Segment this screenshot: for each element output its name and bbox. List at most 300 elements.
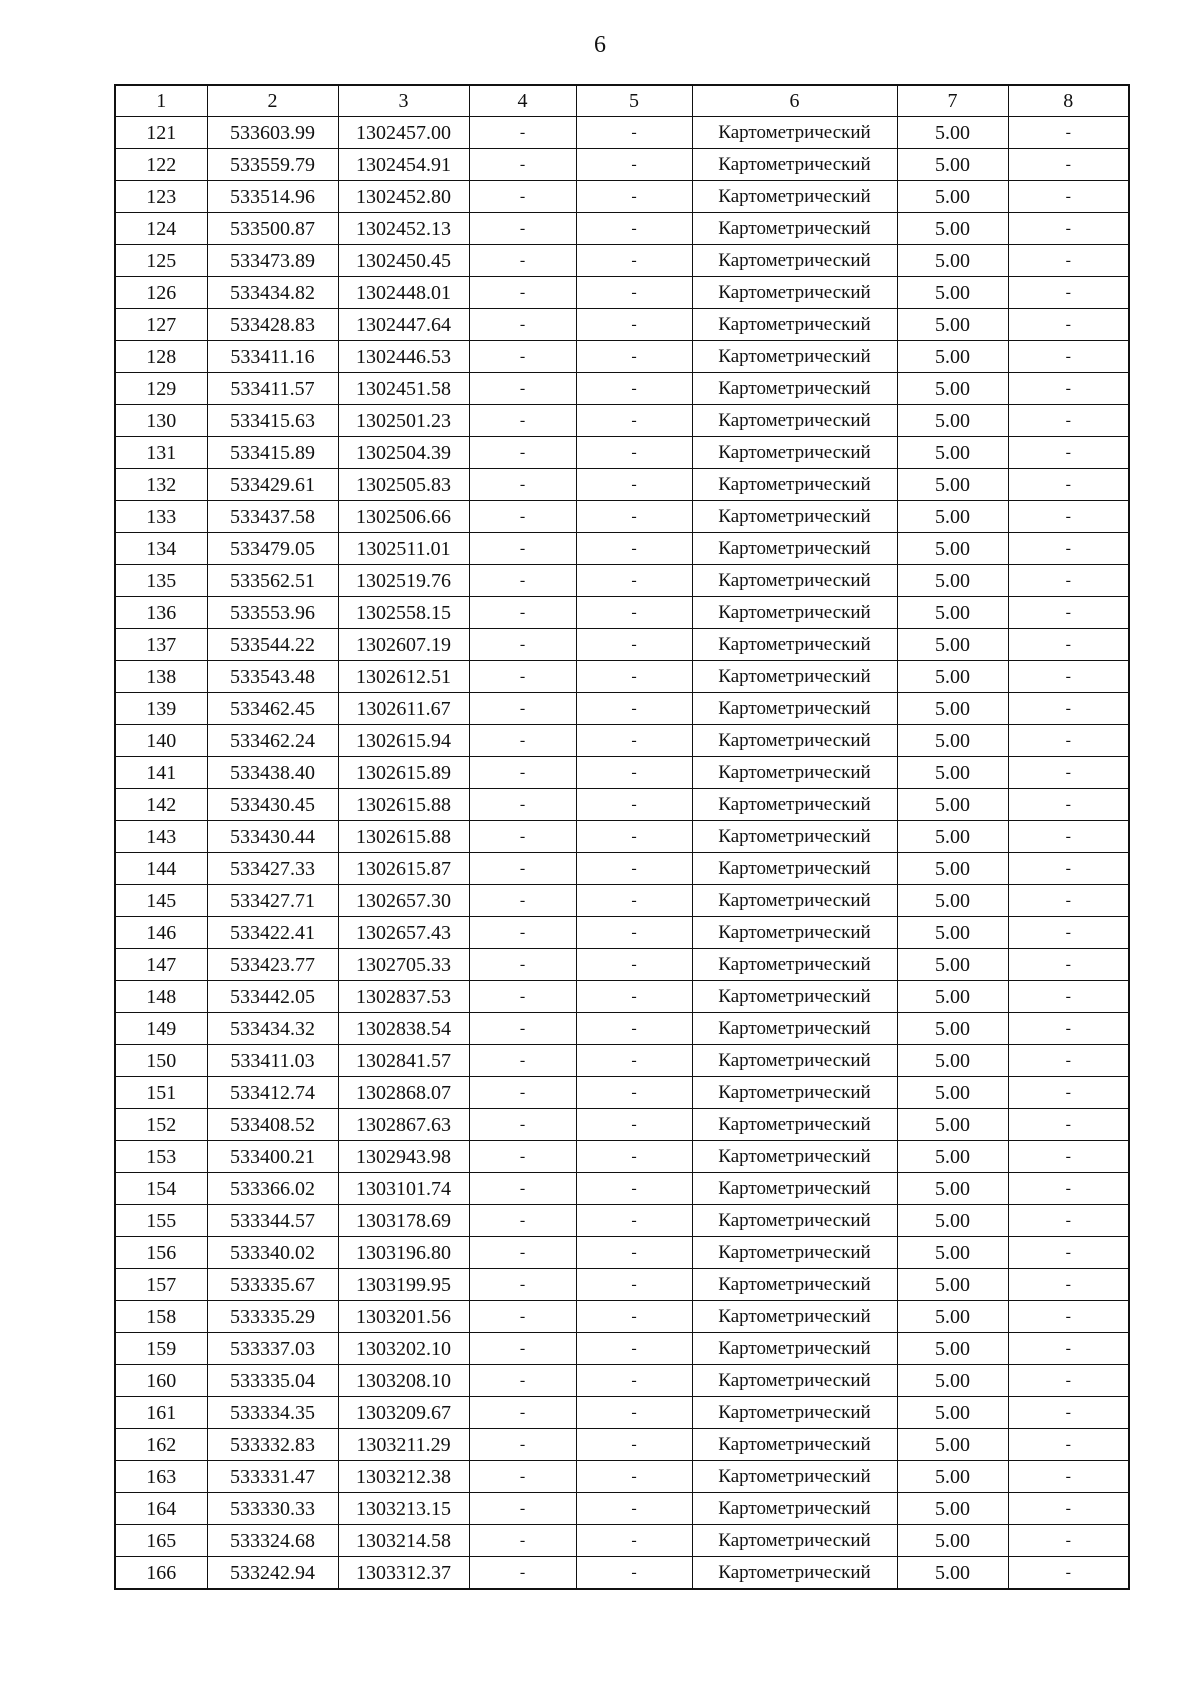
method-cell: Картометрический (692, 821, 897, 853)
y-coordinate-cell: 1303211.29 (338, 1429, 469, 1461)
accuracy-cell: 5.00 (897, 149, 1008, 181)
y-coordinate-cell: 1302446.53 (338, 341, 469, 373)
x-coordinate-cell: 533559.79 (207, 149, 338, 181)
x-coordinate-cell: 533334.35 (207, 1397, 338, 1429)
column-8-cell: - (1008, 949, 1129, 981)
column-5-cell: - (576, 725, 692, 757)
point-number-cell: 133 (115, 501, 207, 533)
column-4-cell: - (469, 1141, 576, 1173)
point-number-cell: 154 (115, 1173, 207, 1205)
accuracy-cell: 5.00 (897, 565, 1008, 597)
point-number-cell: 141 (115, 757, 207, 789)
x-coordinate-cell: 533500.87 (207, 213, 338, 245)
column-5-cell: - (576, 501, 692, 533)
point-number-cell: 138 (115, 661, 207, 693)
column-8-cell: - (1008, 1173, 1129, 1205)
point-number-cell: 147 (115, 949, 207, 981)
y-coordinate-cell: 1303213.15 (338, 1493, 469, 1525)
column-4-cell: - (469, 533, 576, 565)
x-coordinate-cell: 533428.83 (207, 309, 338, 341)
column-4-cell: - (469, 1173, 576, 1205)
column-4-cell: - (469, 1045, 576, 1077)
column-8-cell: - (1008, 917, 1129, 949)
column-8-cell: - (1008, 373, 1129, 405)
column-5-cell: - (576, 373, 692, 405)
accuracy-cell: 5.00 (897, 917, 1008, 949)
column-5-cell: - (576, 1205, 692, 1237)
point-number-cell: 155 (115, 1205, 207, 1237)
point-number-cell: 163 (115, 1461, 207, 1493)
y-coordinate-cell: 1303209.67 (338, 1397, 469, 1429)
accuracy-cell: 5.00 (897, 693, 1008, 725)
column-8-cell: - (1008, 885, 1129, 917)
column-4-cell: - (469, 1493, 576, 1525)
column-4-cell: - (469, 469, 576, 501)
x-coordinate-cell: 533434.82 (207, 277, 338, 309)
method-cell: Картометрический (692, 501, 897, 533)
column-8-cell: - (1008, 1269, 1129, 1301)
table-row (115, 917, 1129, 949)
point-number-cell: 121 (115, 117, 207, 149)
accuracy-cell: 5.00 (897, 373, 1008, 405)
accuracy-cell: 5.00 (897, 277, 1008, 309)
point-number-cell: 131 (115, 437, 207, 469)
column-5-cell: - (576, 1365, 692, 1397)
column-4-cell: - (469, 629, 576, 661)
y-coordinate-cell: 1302504.39 (338, 437, 469, 469)
column-5-cell: - (576, 1013, 692, 1045)
table-row (115, 277, 1129, 309)
y-coordinate-cell: 1303312.37 (338, 1557, 469, 1590)
y-coordinate-cell: 1302837.53 (338, 981, 469, 1013)
point-number-cell: 149 (115, 1013, 207, 1045)
column-8-cell: - (1008, 469, 1129, 501)
column-5-cell: - (576, 1557, 692, 1590)
column-8-cell: - (1008, 1429, 1129, 1461)
column-8-cell: - (1008, 149, 1129, 181)
column-4-cell: - (469, 1077, 576, 1109)
y-coordinate-cell: 1302501.23 (338, 405, 469, 437)
point-number-cell: 150 (115, 1045, 207, 1077)
table-row (115, 1237, 1129, 1269)
column-4-cell: - (469, 1333, 576, 1365)
column-8-cell: - (1008, 725, 1129, 757)
y-coordinate-cell: 1302452.80 (338, 181, 469, 213)
column-5-cell: - (576, 1045, 692, 1077)
accuracy-cell: 5.00 (897, 1141, 1008, 1173)
column-8-cell: - (1008, 341, 1129, 373)
point-number-cell: 153 (115, 1141, 207, 1173)
y-coordinate-cell: 1302457.00 (338, 117, 469, 149)
point-number-cell: 130 (115, 405, 207, 437)
accuracy-cell: 5.00 (897, 1365, 1008, 1397)
column-5-cell: - (576, 1077, 692, 1109)
column-4-cell: - (469, 149, 576, 181)
column-5-cell: - (576, 1333, 692, 1365)
column-8-cell: - (1008, 1109, 1129, 1141)
table-row (115, 1109, 1129, 1141)
y-coordinate-cell: 1302452.13 (338, 213, 469, 245)
table-row (115, 149, 1129, 181)
column-8-cell: - (1008, 181, 1129, 213)
column-4-cell: - (469, 405, 576, 437)
point-number-cell: 159 (115, 1333, 207, 1365)
table-row (115, 1333, 1129, 1365)
column-4-cell: - (469, 1557, 576, 1590)
table-row (115, 1269, 1129, 1301)
column-4-cell: - (469, 373, 576, 405)
table-row (115, 1077, 1129, 1109)
table-row (115, 405, 1129, 437)
table-row (115, 949, 1129, 981)
y-coordinate-cell: 1302657.43 (338, 917, 469, 949)
y-coordinate-cell: 1303178.69 (338, 1205, 469, 1237)
method-cell: Картометрический (692, 117, 897, 149)
method-cell: Картометрический (692, 245, 897, 277)
page-number: 6 (594, 32, 606, 58)
method-cell: Картометрический (692, 981, 897, 1013)
x-coordinate-cell: 533553.96 (207, 597, 338, 629)
table-row (115, 821, 1129, 853)
y-coordinate-cell: 1303208.10 (338, 1365, 469, 1397)
point-number-cell: 158 (115, 1301, 207, 1333)
column-4-cell: - (469, 501, 576, 533)
y-coordinate-cell: 1302511.01 (338, 533, 469, 565)
accuracy-cell: 5.00 (897, 1269, 1008, 1301)
x-coordinate-cell: 533442.05 (207, 981, 338, 1013)
method-cell: Картометрический (692, 1365, 897, 1397)
table-row (115, 1557, 1129, 1590)
y-coordinate-cell: 1302615.89 (338, 757, 469, 789)
point-number-cell: 127 (115, 309, 207, 341)
column-4-cell: - (469, 213, 576, 245)
y-coordinate-cell: 1303212.38 (338, 1461, 469, 1493)
column-5-cell: - (576, 181, 692, 213)
table-row (115, 757, 1129, 789)
table-row (115, 629, 1129, 661)
x-coordinate-cell: 533437.58 (207, 501, 338, 533)
column-8-cell: - (1008, 405, 1129, 437)
x-coordinate-cell: 533335.29 (207, 1301, 338, 1333)
column-8-cell: - (1008, 693, 1129, 725)
y-coordinate-cell: 1302705.33 (338, 949, 469, 981)
column-8-cell: - (1008, 629, 1129, 661)
method-cell: Картометрический (692, 629, 897, 661)
y-coordinate-cell: 1302607.19 (338, 629, 469, 661)
column-5-cell: - (576, 597, 692, 629)
x-coordinate-cell: 533438.40 (207, 757, 338, 789)
point-number-cell: 129 (115, 373, 207, 405)
point-number-cell: 160 (115, 1365, 207, 1397)
table-row (115, 341, 1129, 373)
column-header: 2 (207, 85, 338, 117)
point-number-cell: 128 (115, 341, 207, 373)
column-4-cell: - (469, 1429, 576, 1461)
y-coordinate-cell: 1303214.58 (338, 1525, 469, 1557)
accuracy-cell: 5.00 (897, 821, 1008, 853)
method-cell: Картометрический (692, 1429, 897, 1461)
method-cell: Картометрический (692, 917, 897, 949)
column-4-cell: - (469, 757, 576, 789)
table-row (115, 1397, 1129, 1429)
method-cell: Картометрический (692, 213, 897, 245)
table-row (115, 1013, 1129, 1045)
column-5-cell: - (576, 245, 692, 277)
point-number-cell: 157 (115, 1269, 207, 1301)
column-4-cell: - (469, 917, 576, 949)
column-8-cell: - (1008, 1557, 1129, 1590)
method-cell: Картометрический (692, 885, 897, 917)
point-number-cell: 135 (115, 565, 207, 597)
x-coordinate-cell: 533430.45 (207, 789, 338, 821)
column-4-cell: - (469, 181, 576, 213)
column-8-cell: - (1008, 757, 1129, 789)
y-coordinate-cell: 1302447.64 (338, 309, 469, 341)
column-4-cell: - (469, 821, 576, 853)
column-8-cell: - (1008, 1525, 1129, 1557)
point-number-cell: 161 (115, 1397, 207, 1429)
column-8-cell: - (1008, 789, 1129, 821)
column-5-cell: - (576, 437, 692, 469)
point-number-cell: 122 (115, 149, 207, 181)
method-cell: Картометрический (692, 469, 897, 501)
table-row (115, 565, 1129, 597)
x-coordinate-cell: 533366.02 (207, 1173, 338, 1205)
point-number-cell: 125 (115, 245, 207, 277)
column-4-cell: - (469, 1269, 576, 1301)
x-coordinate-cell: 533412.74 (207, 1077, 338, 1109)
y-coordinate-cell: 1302838.54 (338, 1013, 469, 1045)
method-cell: Картометрический (692, 437, 897, 469)
column-5-cell: - (576, 1109, 692, 1141)
column-4-cell: - (469, 949, 576, 981)
accuracy-cell: 5.00 (897, 949, 1008, 981)
y-coordinate-cell: 1302615.87 (338, 853, 469, 885)
column-5-cell: - (576, 1525, 692, 1557)
x-coordinate-cell: 533337.03 (207, 1333, 338, 1365)
table-row (115, 501, 1129, 533)
method-cell: Картометрический (692, 1525, 897, 1557)
column-header: 3 (338, 85, 469, 117)
x-coordinate-cell: 533330.33 (207, 1493, 338, 1525)
table-body (115, 117, 1129, 1590)
column-header: 1 (115, 85, 207, 117)
column-5-cell: - (576, 277, 692, 309)
x-coordinate-cell: 533324.68 (207, 1525, 338, 1557)
column-8-cell: - (1008, 1397, 1129, 1429)
method-cell: Картометрический (692, 565, 897, 597)
y-coordinate-cell: 1303202.10 (338, 1333, 469, 1365)
x-coordinate-cell: 533427.33 (207, 853, 338, 885)
point-number-cell: 142 (115, 789, 207, 821)
column-4-cell: - (469, 1301, 576, 1333)
accuracy-cell: 5.00 (897, 309, 1008, 341)
accuracy-cell: 5.00 (897, 437, 1008, 469)
column-8-cell: - (1008, 661, 1129, 693)
column-8-cell: - (1008, 565, 1129, 597)
column-4-cell: - (469, 885, 576, 917)
point-number-cell: 143 (115, 821, 207, 853)
x-coordinate-cell: 533415.63 (207, 405, 338, 437)
accuracy-cell: 5.00 (897, 1333, 1008, 1365)
accuracy-cell: 5.00 (897, 1397, 1008, 1429)
column-8-cell: - (1008, 1461, 1129, 1493)
accuracy-cell: 5.00 (897, 1077, 1008, 1109)
column-5-cell: - (576, 117, 692, 149)
accuracy-cell: 5.00 (897, 1525, 1008, 1557)
table-row (115, 1365, 1129, 1397)
point-number-cell: 162 (115, 1429, 207, 1461)
x-coordinate-cell: 533514.96 (207, 181, 338, 213)
table-row (115, 1141, 1129, 1173)
point-number-cell: 123 (115, 181, 207, 213)
point-number-cell: 134 (115, 533, 207, 565)
column-4-cell: - (469, 309, 576, 341)
column-8-cell: - (1008, 1045, 1129, 1077)
accuracy-cell: 5.00 (897, 245, 1008, 277)
x-coordinate-cell: 533242.94 (207, 1557, 338, 1590)
method-cell: Картометрический (692, 1397, 897, 1429)
accuracy-cell: 5.00 (897, 1237, 1008, 1269)
column-5-cell: - (576, 853, 692, 885)
column-4-cell: - (469, 693, 576, 725)
method-cell: Картометрический (692, 149, 897, 181)
point-number-cell: 146 (115, 917, 207, 949)
method-cell: Картометрический (692, 789, 897, 821)
method-cell: Картометрический (692, 309, 897, 341)
column-8-cell: - (1008, 597, 1129, 629)
y-coordinate-cell: 1302841.57 (338, 1045, 469, 1077)
column-8-cell: - (1008, 821, 1129, 853)
column-4-cell: - (469, 245, 576, 277)
column-8-cell: - (1008, 117, 1129, 149)
table-row (115, 693, 1129, 725)
column-8-cell: - (1008, 1493, 1129, 1525)
column-5-cell: - (576, 213, 692, 245)
point-number-cell: 124 (115, 213, 207, 245)
y-coordinate-cell: 1302454.91 (338, 149, 469, 181)
x-coordinate-cell: 533603.99 (207, 117, 338, 149)
table-row (115, 1173, 1129, 1205)
table-row (115, 661, 1129, 693)
column-5-cell: - (576, 789, 692, 821)
table-row (115, 981, 1129, 1013)
column-5-cell: - (576, 565, 692, 597)
method-cell: Картометрический (692, 1173, 897, 1205)
point-number-cell: 137 (115, 629, 207, 661)
column-8-cell: - (1008, 1013, 1129, 1045)
column-4-cell: - (469, 341, 576, 373)
column-8-cell: - (1008, 853, 1129, 885)
accuracy-cell: 5.00 (897, 1461, 1008, 1493)
accuracy-cell: 5.00 (897, 533, 1008, 565)
column-5-cell: - (576, 629, 692, 661)
column-5-cell: - (576, 533, 692, 565)
y-coordinate-cell: 1302867.63 (338, 1109, 469, 1141)
column-4-cell: - (469, 277, 576, 309)
column-8-cell: - (1008, 245, 1129, 277)
column-5-cell: - (576, 405, 692, 437)
x-coordinate-cell: 533543.48 (207, 661, 338, 693)
method-cell: Картометрический (692, 1141, 897, 1173)
x-coordinate-cell: 533411.03 (207, 1045, 338, 1077)
y-coordinate-cell: 1302451.58 (338, 373, 469, 405)
accuracy-cell: 5.00 (897, 1301, 1008, 1333)
accuracy-cell: 5.00 (897, 981, 1008, 1013)
method-cell: Картометрический (692, 597, 897, 629)
column-5-cell: - (576, 885, 692, 917)
column-header: 5 (576, 85, 692, 117)
column-5-cell: - (576, 1173, 692, 1205)
y-coordinate-cell: 1302505.83 (338, 469, 469, 501)
point-number-cell: 126 (115, 277, 207, 309)
accuracy-cell: 5.00 (897, 725, 1008, 757)
column-4-cell: - (469, 725, 576, 757)
y-coordinate-cell: 1302448.01 (338, 277, 469, 309)
column-4-cell: - (469, 661, 576, 693)
table-row (115, 373, 1129, 405)
column-4-cell: - (469, 1109, 576, 1141)
x-coordinate-cell: 533423.77 (207, 949, 338, 981)
column-8-cell: - (1008, 437, 1129, 469)
column-4-cell: - (469, 117, 576, 149)
column-header: 4 (469, 85, 576, 117)
accuracy-cell: 5.00 (897, 885, 1008, 917)
table-row (115, 885, 1129, 917)
method-cell: Картометрический (692, 533, 897, 565)
y-coordinate-cell: 1303201.56 (338, 1301, 469, 1333)
y-coordinate-cell: 1302615.88 (338, 789, 469, 821)
column-4-cell: - (469, 1461, 576, 1493)
table-header-row (115, 85, 1129, 117)
accuracy-cell: 5.00 (897, 213, 1008, 245)
column-4-cell: - (469, 1013, 576, 1045)
x-coordinate-cell: 533340.02 (207, 1237, 338, 1269)
x-coordinate-cell: 533473.89 (207, 245, 338, 277)
y-coordinate-cell: 1302558.15 (338, 597, 469, 629)
column-5-cell: - (576, 149, 692, 181)
y-coordinate-cell: 1302611.67 (338, 693, 469, 725)
column-8-cell: - (1008, 213, 1129, 245)
x-coordinate-cell: 533411.57 (207, 373, 338, 405)
column-4-cell: - (469, 1205, 576, 1237)
column-8-cell: - (1008, 1237, 1129, 1269)
accuracy-cell: 5.00 (897, 501, 1008, 533)
column-header: 8 (1008, 85, 1129, 117)
method-cell: Картометрический (692, 1333, 897, 1365)
x-coordinate-cell: 533415.89 (207, 437, 338, 469)
column-8-cell: - (1008, 277, 1129, 309)
column-5-cell: - (576, 1461, 692, 1493)
column-4-cell: - (469, 1397, 576, 1429)
table-row (115, 1045, 1129, 1077)
table-row (115, 1493, 1129, 1525)
y-coordinate-cell: 1302450.45 (338, 245, 469, 277)
method-cell: Картометрический (692, 661, 897, 693)
x-coordinate-cell: 533429.61 (207, 469, 338, 501)
column-8-cell: - (1008, 981, 1129, 1013)
column-8-cell: - (1008, 309, 1129, 341)
y-coordinate-cell: 1302615.94 (338, 725, 469, 757)
column-8-cell: - (1008, 1141, 1129, 1173)
column-8-cell: - (1008, 1365, 1129, 1397)
table-row (115, 469, 1129, 501)
table-row (115, 1205, 1129, 1237)
x-coordinate-cell: 533434.32 (207, 1013, 338, 1045)
table-row (115, 1525, 1129, 1557)
table-row (115, 533, 1129, 565)
column-5-cell: - (576, 693, 692, 725)
